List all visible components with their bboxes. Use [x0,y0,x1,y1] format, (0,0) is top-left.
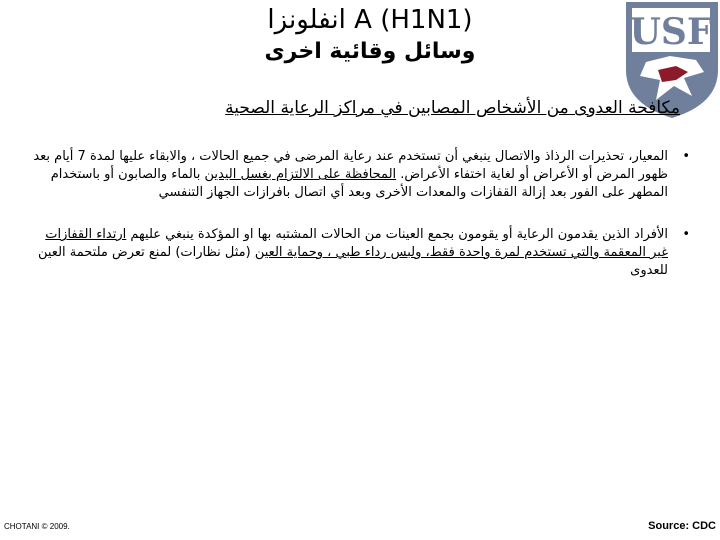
title-line-2: وسائل وقائية اخرى [264,39,476,64]
bullet-1-emphasis: المحافظة على الالتزام بغسل اليدين [204,167,397,182]
logo-letters: USF [629,11,713,53]
bullet-item-1 [25,148,690,202]
bullet-list [25,148,690,304]
bullet-1-text-end: بالماء والصابون أو باستخدام المطهر على الفور بعد إزالة القفازات والمعدات الأخرى وبعد أي اتصال بافرازات الجهاز التنفسي [50,167,668,200]
bullet-icon: • [682,227,690,242]
title-line-1: انفلونزا A (H1N1) [267,5,473,35]
bullet-1-text: المعيار، تحذيرات الرذاذ والاتصال ينبغي أن تستخدم عند رعاية المرضى في جميع الحالات ، والابقاء عليها لمدة 7 أيام بعد ظهور المرض أو الأعراض أو لغاية اختفاء الأعراض. [33,149,668,182]
bullet-2-text: الأفراد الذين يقدمون الرعاية أو يقومون بجمع العينات من الحالات المشتبه بها او المؤكدة ينبغي عليهم [126,227,668,242]
bullet-2-emphasis: ارتداء القفازات غير المعقمة والتي تستخدم لمرة واحدة فقط، ولبس رداء طبي ، وحماية العين [45,227,668,260]
bullet-icon: • [682,149,690,164]
slide-subtitle: مكافحة العدوى من الأشخاص المصابين في مراكز الرعاية الصحية [225,98,680,118]
source-footer: Source: CDC [648,520,716,532]
bullet-2-text-end: (مثل نظارات) لمنع تعرض ملتحمة العين للعدوى [37,245,668,278]
bullet-item-2 [25,226,690,280]
copyright-footer: CHOTANI © 2009. [4,522,70,531]
